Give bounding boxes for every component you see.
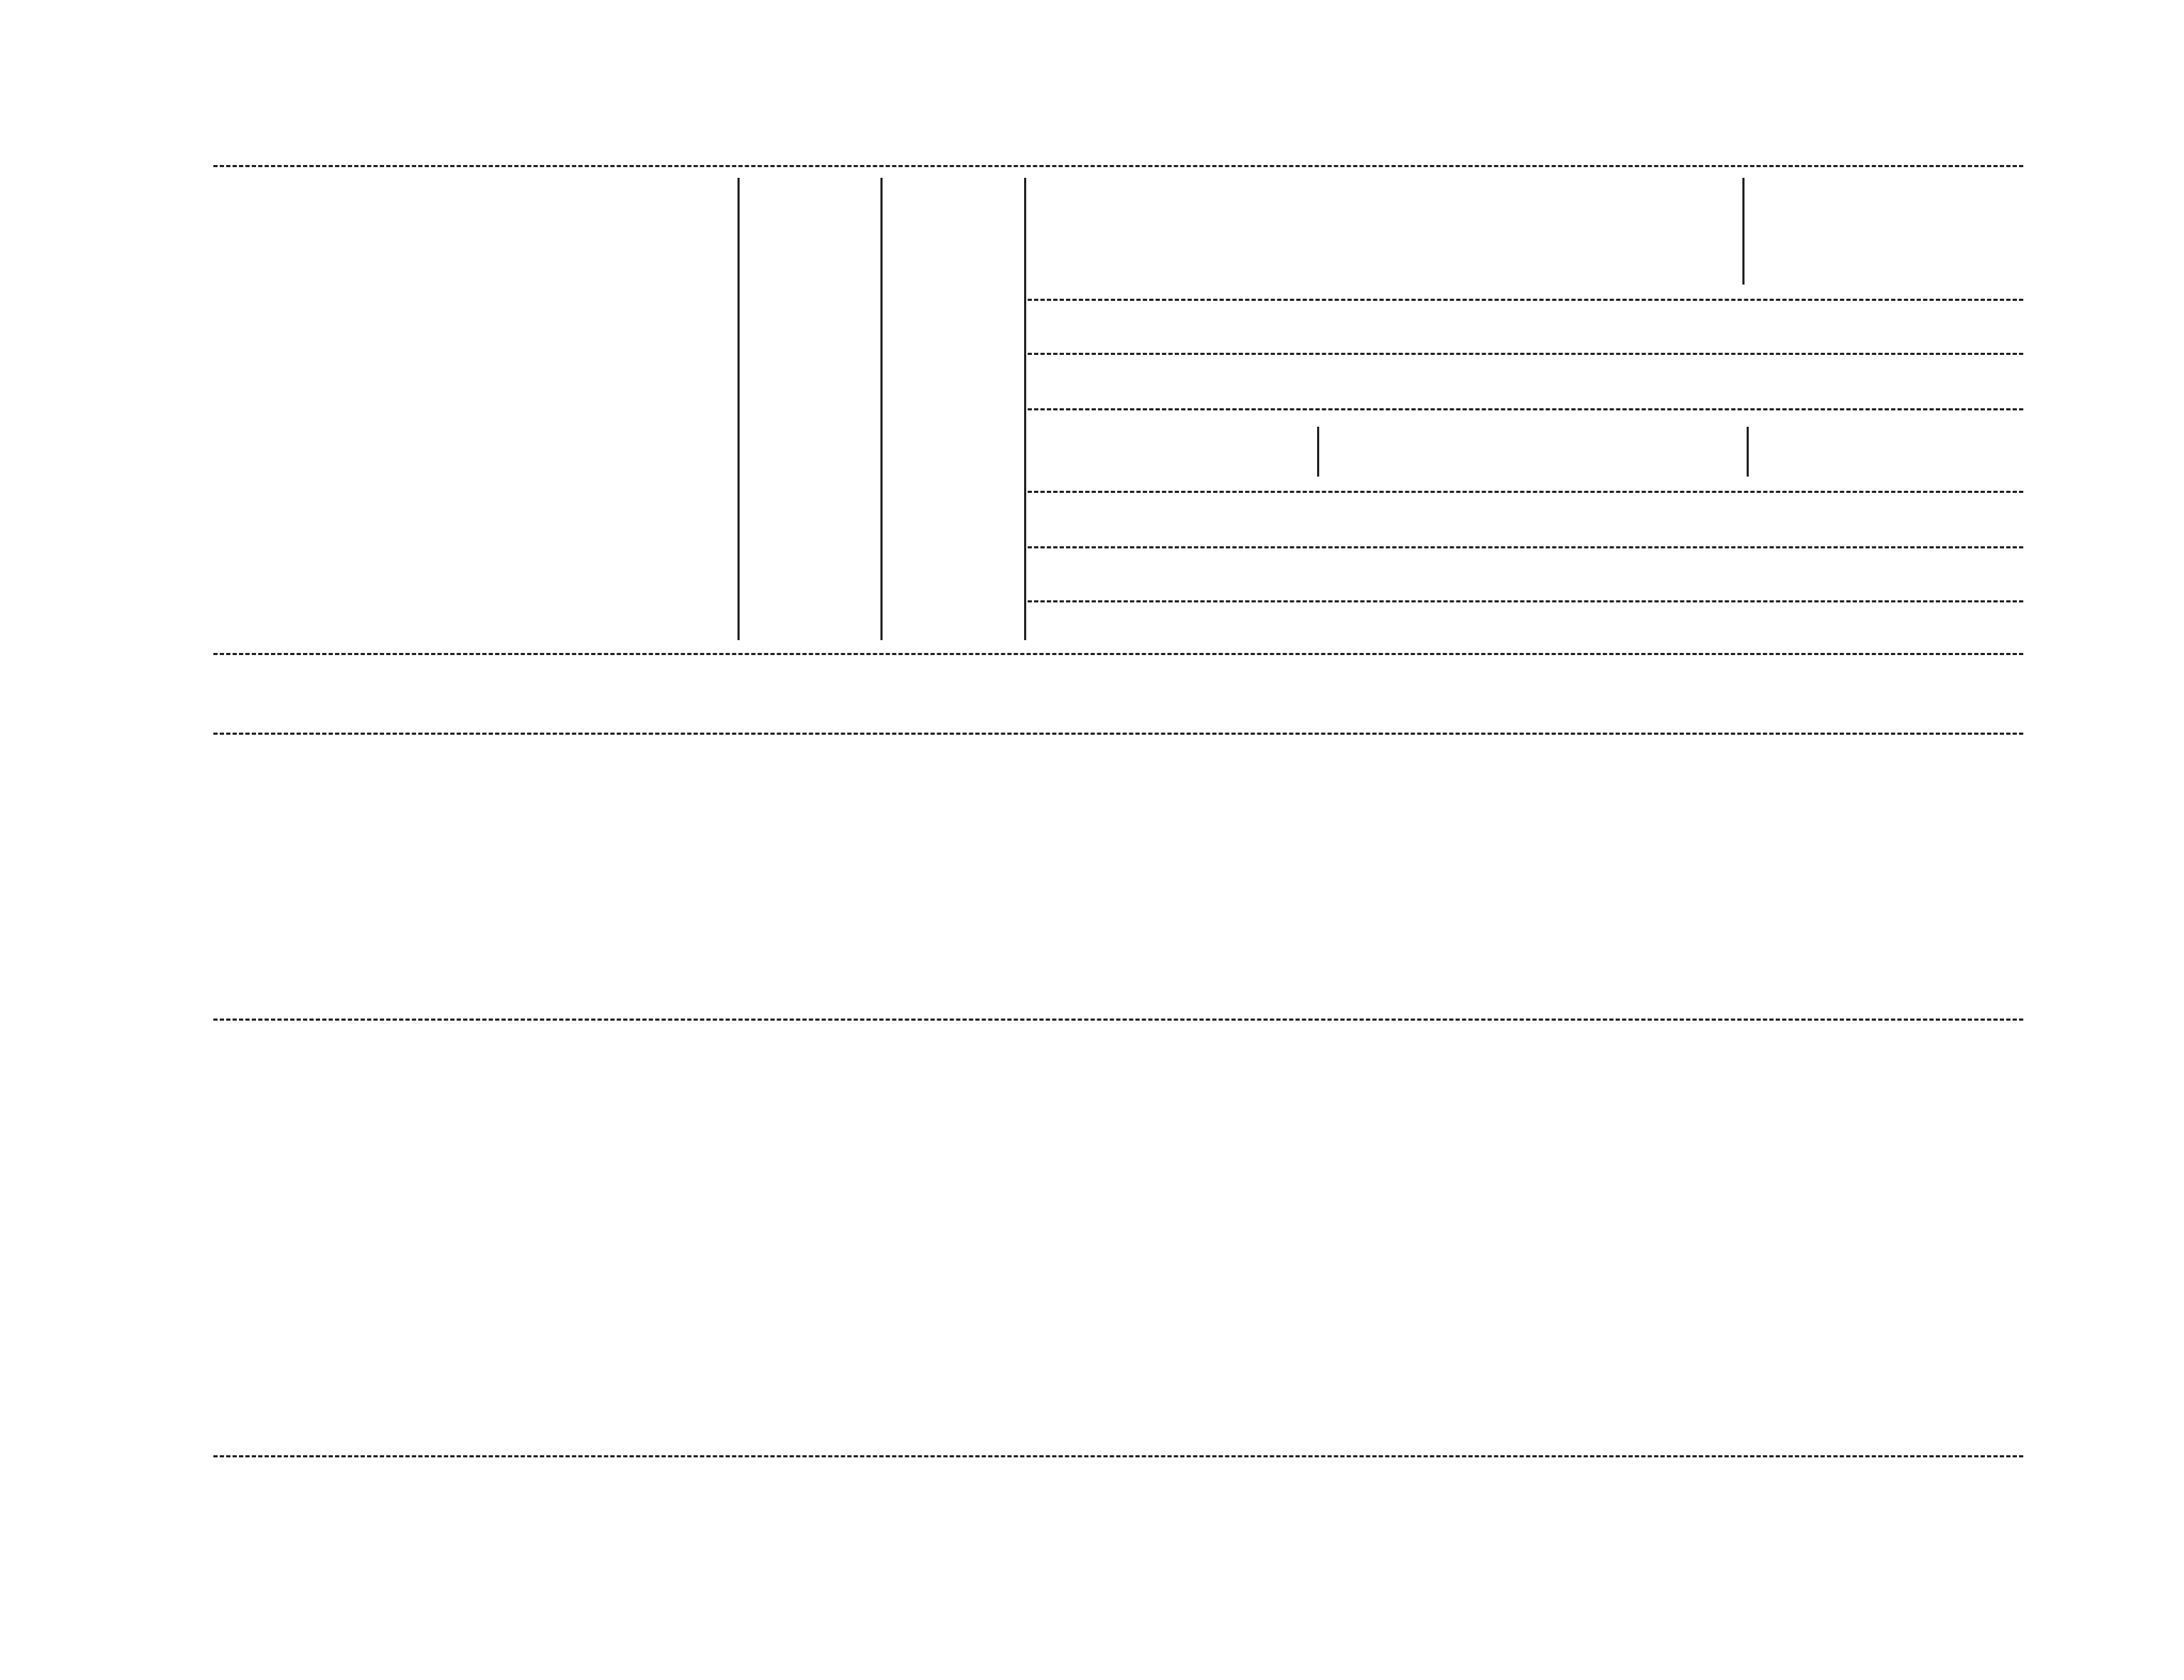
machines-bottom-rule — [213, 1019, 2023, 1021]
header-vbar-unit — [1024, 178, 1026, 640]
mass-vbar-1 — [1317, 427, 1319, 477]
mass-vbar-2 — [1747, 427, 1749, 477]
header-rule-1 — [1028, 299, 2023, 301]
header-rule-2 — [1028, 353, 2023, 355]
header-rule-3 — [1028, 408, 2023, 410]
header-vbar-group2 — [1742, 178, 1744, 285]
labor-bottom-rule — [213, 733, 2023, 735]
header-rule-5 — [1028, 546, 2023, 548]
top-rule — [213, 165, 2023, 167]
header-rule-4 — [1028, 491, 2023, 493]
header-vbar-code — [880, 178, 883, 640]
table-bottom-rule — [213, 1455, 2023, 1457]
header-vbar-name — [737, 178, 740, 640]
header-bottom-rule — [213, 653, 2023, 655]
header-rule-6 — [1028, 600, 2023, 602]
